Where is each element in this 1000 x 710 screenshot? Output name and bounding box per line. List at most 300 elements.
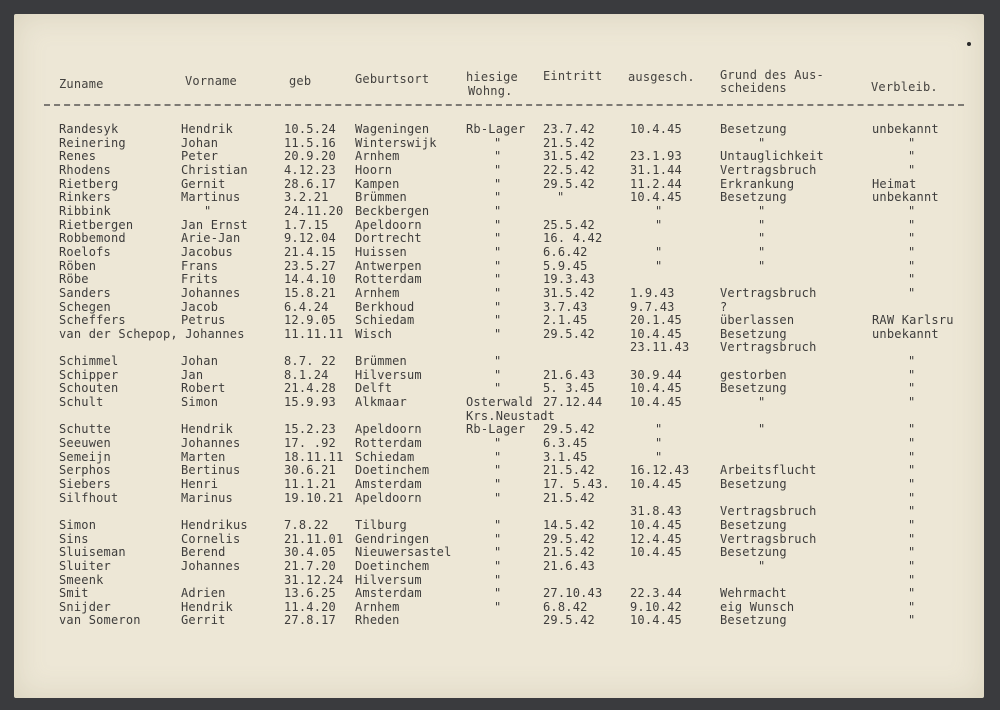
cell-ausgesch: 9.10.42: [630, 599, 682, 614]
cell-eintritt: ": [557, 190, 565, 205]
cell-vorname: Arie-Jan: [181, 231, 241, 246]
cell-geburtsort: Arnhem: [355, 149, 400, 164]
cell-grund: ": [758, 203, 766, 218]
cell-geb: 30.4.05: [284, 545, 336, 560]
cell-geb: 3.2.21: [284, 190, 329, 205]
cell-verbleib: ": [908, 504, 916, 519]
cell-verbleib: ": [908, 244, 916, 259]
cell-geburtsort: Hilversum: [355, 572, 422, 587]
cell-zuname: Schouten: [59, 381, 119, 396]
cell-verbleib: ": [908, 463, 916, 478]
cell-verbleib: ": [908, 545, 916, 560]
cell-verbleib: ": [908, 285, 916, 300]
cell-grund: Arbeitsflucht: [720, 463, 817, 478]
cell-eintritt: 14.5.42: [543, 517, 595, 532]
cell-zuname: Robbemond: [59, 231, 126, 246]
cell-geburtsort: Apeldoorn: [355, 490, 422, 505]
cell-zuname: Renes: [59, 149, 97, 164]
cell-vorname: Hendrik: [181, 599, 233, 614]
cell-wohng: Rb-Lager: [466, 422, 526, 437]
cell-zuname: Seeuwen: [59, 435, 111, 450]
cell-geb: 14.4.10: [284, 272, 336, 287]
cell-zuname: Röbe: [59, 272, 89, 287]
cell-geburtsort: Schiedam: [355, 449, 415, 464]
cell-geb: 23.5.27: [284, 258, 336, 273]
cell-zuname: Smeenk: [59, 572, 104, 587]
cell-eintritt: 6.3.45: [543, 435, 588, 450]
cell-wohng: ": [494, 244, 502, 259]
cell-geb: 21.11.01: [284, 531, 344, 546]
cell-geb: 12.9.05: [284, 313, 336, 328]
cell-vorname: Marinus: [181, 490, 233, 505]
cell-verbleib: ": [908, 162, 916, 177]
cell-geburtsort: Hoorn: [355, 162, 393, 177]
header-hiesige: hiesige: [466, 70, 518, 84]
cell-grund: ": [758, 217, 766, 232]
cell-ausgesch: 23.11.43: [630, 340, 690, 355]
cell-vorname: Henri: [181, 476, 219, 491]
cell-wohng: ": [494, 299, 502, 314]
cell-zuname: Schimmel: [59, 354, 119, 369]
cell-eintritt: 27.12.44: [543, 395, 603, 409]
cell-verbleib: ": [908, 231, 916, 246]
cell-vorname: Simon: [181, 395, 219, 409]
header-eintritt: Eintritt: [543, 69, 603, 83]
cell-wohng: ": [494, 162, 502, 177]
cell-ausgesch: 10.4.45: [630, 545, 682, 560]
cell-geb: 1.7.15: [284, 217, 329, 232]
cell-vorname: Christian: [181, 162, 248, 177]
header-geburtsort: Geburtsort: [355, 72, 430, 86]
cell-verbleib: ": [908, 354, 916, 369]
cell-eintritt: 21.5.42: [543, 490, 595, 505]
cell-vorname: Bertinus: [181, 463, 241, 478]
cell-wohng: ": [494, 381, 502, 396]
cell-verbleib: ": [908, 586, 916, 601]
header-geb: geb: [289, 74, 312, 88]
cell-zuname: Rietbergen: [59, 217, 134, 232]
cell-geb: 8.1.24: [284, 367, 329, 382]
cell-geb: 21.4.15: [284, 244, 336, 259]
cell-vorname: Berend: [181, 545, 226, 560]
cell-ausgesch: 16.12.43: [630, 463, 690, 478]
cell-ausgesch: ": [655, 217, 663, 232]
cell-verbleib: ": [908, 572, 916, 587]
cell-vorname: Adrien: [181, 586, 226, 601]
cell-geb: 15.9.93: [284, 395, 336, 409]
cell-grund: ": [758, 395, 766, 409]
cell-vorname: Hendrik: [181, 422, 233, 437]
cell-ausgesch: 9.7.43: [630, 299, 675, 314]
cell-vorname: Hendrikus: [181, 517, 248, 532]
cell-verbleib: Heimat: [872, 176, 917, 191]
cell-geburtsort: Berkhoud: [355, 299, 415, 314]
cell-wohng: Krs.Neustadt: [466, 408, 556, 423]
cell-eintritt: 5.9.45: [543, 258, 588, 273]
cell-geburtsort: Wageningen: [355, 122, 430, 136]
cell-geb: 20.9.20: [284, 149, 336, 164]
cell-grund: ": [758, 244, 766, 259]
cell-ausgesch: ": [655, 435, 663, 450]
cell-grund: Vertragsbruch: [720, 504, 817, 519]
cell-verbleib: ": [908, 217, 916, 232]
cell-vorname: Jan: [181, 367, 204, 382]
cell-geb: 13.6.25: [284, 586, 336, 601]
cell-geburtsort: Gendringen: [355, 531, 430, 546]
header-divider: [44, 104, 964, 106]
cell-wohng: Rb-Lager: [466, 122, 526, 136]
cell-wohng: ": [494, 231, 502, 246]
cell-geburtsort: Tilburg: [355, 517, 407, 532]
cell-ausgesch: 10.4.45: [630, 613, 682, 628]
cell-eintritt: 29.5.42: [543, 613, 595, 628]
cell-geburtsort: Doetinchem: [355, 558, 430, 573]
cell-geburtsort: Arnhem: [355, 599, 400, 614]
cell-geburtsort: Rheden: [355, 613, 400, 628]
cell-grund: ": [758, 258, 766, 273]
cell-wohng: ": [494, 476, 502, 491]
cell-ausgesch: ": [655, 244, 663, 259]
cell-geburtsort: Nieuwersastel: [355, 545, 452, 560]
cell-wohng: Osterwald: [466, 395, 533, 409]
cell-eintritt: 21.5.42: [543, 463, 595, 478]
cell-eintritt: 21.6.43: [543, 558, 595, 573]
cell-grund: ": [758, 558, 766, 573]
cell-ausgesch: ": [655, 203, 663, 218]
cell-geb: 6.4.24: [284, 299, 329, 314]
cell-wohng: ": [494, 354, 502, 369]
cell-vorname: Gerrit: [181, 613, 226, 628]
cell-grund: ": [758, 135, 766, 150]
header-ausgesch: ausgesch.: [628, 70, 695, 84]
cell-wohng: ": [494, 217, 502, 232]
cell-verbleib: ": [908, 381, 916, 396]
cell-grund: Besetzung: [720, 326, 787, 341]
cell-geb: 15.8.21: [284, 285, 336, 300]
cell-grund: Vertragsbruch: [720, 162, 817, 177]
cell-geb: 18.11.11: [284, 449, 344, 464]
cell-ausgesch: ": [655, 422, 663, 437]
cell-ausgesch: ": [655, 449, 663, 464]
header-scheidens: scheidens: [720, 81, 787, 95]
cell-verbleib: RAW Karlsru: [872, 313, 954, 328]
cell-vorname: Johannes: [181, 285, 241, 300]
cell-geburtsort: Schiedam: [355, 313, 415, 328]
cell-vorname: Gernit: [181, 176, 226, 191]
cell-eintritt: 31.5.42: [543, 285, 595, 300]
cell-geburtsort: Kampen: [355, 176, 400, 191]
cell-verbleib: unbekannt: [872, 190, 939, 205]
cell-eintritt: 29.5.42: [543, 176, 595, 191]
cell-geburtsort: Brümmen: [355, 190, 407, 205]
cell-eintritt: 21.5.42: [543, 135, 595, 150]
cell-vorname: Johan: [181, 354, 219, 369]
cell-ausgesch: 31.1.44: [630, 162, 682, 177]
cell-wohng: ": [494, 203, 502, 218]
cell-grund: Besetzung: [720, 545, 787, 560]
cell-verbleib: ": [908, 395, 916, 409]
cell-geb: 11.1.21: [284, 476, 336, 491]
cell-grund: Erkrankung: [720, 176, 795, 191]
cell-wohng: ": [494, 190, 502, 205]
cell-wohng: ": [494, 558, 502, 573]
cell-verbleib: ": [908, 490, 916, 505]
cell-ausgesch: ": [655, 258, 663, 273]
cell-zuname: Röben: [59, 258, 97, 273]
cell-geb: 19.10.21: [284, 490, 344, 505]
cell-geburtsort: Amsterdam: [355, 476, 422, 491]
header-vorname: Vorname: [185, 74, 237, 88]
cell-zuname: Silfhout: [59, 490, 119, 505]
cell-grund: Besetzung: [720, 381, 787, 396]
cell-zuname: Schutte: [59, 422, 111, 437]
cell-ausgesch: 31.8.43: [630, 504, 682, 519]
cell-eintritt: 25.5.42: [543, 217, 595, 232]
cell-wohng: ": [494, 435, 502, 450]
cell-ausgesch: 10.4.45: [630, 326, 682, 341]
cell-geburtsort: Dortrecht: [355, 231, 422, 246]
header-zuname: Zuname: [59, 77, 104, 91]
cell-geb: 15.2.23: [284, 422, 336, 437]
cell-zuname: van der Schepop, Johannes: [59, 326, 245, 341]
cell-ausgesch: 10.4.45: [630, 395, 682, 409]
cell-geb: 27.8.17: [284, 613, 336, 628]
cell-ausgesch: 11.2.44: [630, 176, 682, 191]
cell-geb: 31.12.24: [284, 572, 344, 587]
cell-geb: 28.6.17: [284, 176, 336, 191]
header-wohng: Wohng.: [468, 84, 513, 98]
cell-zuname: Semeijn: [59, 449, 111, 464]
cell-verbleib: ": [908, 558, 916, 573]
cell-vorname: Frans: [181, 258, 219, 273]
cell-zuname: Rietberg: [59, 176, 119, 191]
cell-vorname: Jan Ernst: [181, 217, 248, 232]
cell-wohng: ": [494, 545, 502, 560]
cell-verbleib: ": [908, 449, 916, 464]
cell-ausgesch: 22.3.44: [630, 586, 682, 601]
cell-eintritt: 23.7.42: [543, 122, 595, 136]
cell-geburtsort: Doetinchem: [355, 463, 430, 478]
cell-wohng: ": [494, 367, 502, 382]
cell-verbleib: ": [908, 476, 916, 491]
cell-grund: Vertragsbruch: [720, 531, 817, 546]
cell-zuname: Roelofs: [59, 244, 111, 259]
cell-vorname: Johannes: [181, 435, 241, 450]
cell-geburtsort: Winterswijk: [355, 135, 437, 150]
cell-vorname: Frits: [181, 272, 219, 287]
cell-vorname: Peter: [181, 149, 219, 164]
cell-geburtsort: Alkmaar: [355, 395, 407, 409]
cell-verbleib: ": [908, 149, 916, 164]
cell-wohng: ": [494, 135, 502, 150]
cell-verbleib: ": [908, 367, 916, 382]
cell-geburtsort: Apeldoorn: [355, 217, 422, 232]
cell-geburtsort: Apeldoorn: [355, 422, 422, 437]
cell-wohng: ": [494, 463, 502, 478]
cell-geb: 9.12.04: [284, 231, 336, 246]
cell-grund: überlassen: [720, 313, 795, 328]
cell-wohng: ": [494, 149, 502, 164]
cell-geburtsort: Rotterdam: [355, 435, 422, 450]
cell-geb: 11.4.20: [284, 599, 336, 614]
cell-ausgesch: 1.9.43: [630, 285, 675, 300]
cell-verbleib: ": [908, 203, 916, 218]
cell-grund: Besetzung: [720, 190, 787, 205]
cell-verbleib: unbekannt: [872, 326, 939, 341]
cell-eintritt: 19.3.43: [543, 272, 595, 287]
cell-geburtsort: Amsterdam: [355, 586, 422, 601]
cell-wohng: ": [494, 313, 502, 328]
cell-zuname: Sluiter: [59, 558, 111, 573]
cell-zuname: van Someron: [59, 613, 141, 628]
cell-geb: 21.4.28: [284, 381, 336, 396]
cell-geb: 7.8.22: [284, 517, 329, 532]
cell-zuname: Schult: [59, 395, 104, 409]
cell-eintritt: 21.6.43: [543, 367, 595, 382]
cell-zuname: Smit: [59, 586, 89, 601]
cell-geburtsort: Wisch: [355, 326, 393, 341]
cell-wohng: ": [494, 517, 502, 532]
cell-zuname: Simon: [59, 517, 97, 532]
cell-eintritt: 17. 5.43.: [543, 476, 610, 491]
cell-wohng: ": [494, 258, 502, 273]
cell-vorname: Jacobus: [181, 244, 233, 259]
cell-wohng: ": [494, 599, 502, 614]
cell-grund: Vertragsbruch: [720, 285, 817, 300]
cell-eintritt: 16. 4.42: [543, 231, 603, 246]
cell-eintritt: 5. 3.45: [543, 381, 595, 396]
header-verbleib: Verbleib.: [871, 80, 938, 94]
cell-zuname: Schipper: [59, 367, 119, 382]
cell-verbleib: ": [908, 135, 916, 150]
cell-zuname: Ribbink: [59, 203, 111, 218]
cell-geburtsort: Delft: [355, 381, 393, 396]
cell-grund: Besetzung: [720, 476, 787, 491]
cell-wohng: ": [494, 572, 502, 587]
cell-eintritt: 29.5.42: [543, 326, 595, 341]
cell-ausgesch: 10.4.45: [630, 381, 682, 396]
cell-vorname: Cornelis: [181, 531, 241, 546]
cell-ausgesch: 30.9.44: [630, 367, 682, 382]
cell-eintritt: 6.6.42: [543, 244, 588, 259]
cell-grund: ?: [720, 299, 728, 314]
cell-eintritt: 22.5.42: [543, 162, 595, 177]
cell-vorname: Robert: [181, 381, 226, 396]
cell-ausgesch: 10.4.45: [630, 517, 682, 532]
cell-vorname: Jacob: [181, 299, 219, 314]
cell-zuname: Rinkers: [59, 190, 111, 205]
cell-zuname: Rhodens: [59, 162, 111, 177]
cell-vorname: ": [204, 203, 212, 218]
cell-verbleib: ": [908, 531, 916, 546]
cell-geburtsort: Brümmen: [355, 354, 407, 369]
cell-geb: 17. .92: [284, 435, 336, 450]
cell-geburtsort: Beckbergen: [355, 203, 430, 218]
cell-grund: Wehrmacht: [720, 586, 787, 601]
cell-vorname: Marten: [181, 449, 226, 464]
cell-vorname: Hendrik: [181, 122, 233, 136]
cell-zuname: Sins: [59, 531, 89, 546]
cell-ausgesch: 23.1.93: [630, 149, 682, 164]
cell-wohng: ": [494, 326, 502, 341]
cell-zuname: Schegen: [59, 299, 111, 314]
cell-geburtsort: Hilversum: [355, 367, 422, 382]
cell-grund: eig Wunsch: [720, 599, 795, 614]
cell-vorname: Johan: [181, 135, 219, 150]
cell-zuname: Reinering: [59, 135, 126, 150]
cell-zuname: Serphos: [59, 463, 111, 478]
cell-zuname: Snijder: [59, 599, 111, 614]
cell-wohng: ": [494, 176, 502, 191]
cell-grund: Untauglichkeit: [720, 149, 824, 164]
cell-eintritt: 3.1.45: [543, 449, 588, 464]
cell-verbleib: ": [908, 435, 916, 450]
cell-verbleib: ": [908, 517, 916, 532]
cell-grund: Besetzung: [720, 517, 787, 532]
cell-eintritt: 6.8.42: [543, 599, 588, 614]
cell-verbleib: ": [908, 613, 916, 628]
cell-verbleib: ": [908, 258, 916, 273]
punch-mark: [967, 42, 971, 46]
cell-geb: 24.11.20: [284, 203, 344, 218]
cell-geb: 10.5.24: [284, 122, 336, 136]
cell-eintritt: 21.5.42: [543, 545, 595, 560]
cell-geburtsort: Huissen: [355, 244, 407, 259]
cell-zuname: Scheffers: [59, 313, 126, 328]
cell-verbleib: ": [908, 422, 916, 437]
cell-ausgesch: 10.4.45: [630, 122, 682, 136]
cell-zuname: Randesyk: [59, 122, 119, 136]
cell-wohng: ": [494, 586, 502, 601]
cell-geb: 21.7.20: [284, 558, 336, 573]
cell-geburtsort: Arnhem: [355, 285, 400, 300]
cell-geb: 8.7. 22: [284, 354, 336, 369]
cell-ausgesch: 20.1.45: [630, 313, 682, 328]
cell-zuname: Sanders: [59, 285, 111, 300]
cell-geb: 30.6.21: [284, 463, 336, 478]
cell-wohng: ": [494, 285, 502, 300]
cell-grund: ": [758, 422, 766, 437]
cell-grund: Besetzung: [720, 613, 787, 628]
cell-wohng: ": [494, 490, 502, 505]
cell-grund: gestorben: [720, 367, 787, 382]
cell-eintritt: 2.1.45: [543, 313, 588, 328]
cell-zuname: Sluiseman: [59, 545, 126, 560]
cell-ausgesch: 10.4.45: [630, 476, 682, 491]
cell-geburtsort: Antwerpen: [355, 258, 422, 273]
cell-vorname: Johannes: [181, 558, 241, 573]
cell-vorname: Petrus: [181, 313, 226, 328]
cell-geb: 11.11.11: [284, 326, 344, 341]
cell-eintritt: 31.5.42: [543, 149, 595, 164]
cell-ausgesch: 12.4.45: [630, 531, 682, 546]
cell-geb: 4.12.23: [284, 162, 336, 177]
cell-wohng: ": [494, 449, 502, 464]
cell-verbleib: ": [908, 272, 916, 287]
cell-grund: Besetzung: [720, 122, 787, 136]
cell-grund: ": [758, 231, 766, 246]
cell-geb: 11.5.16: [284, 135, 336, 150]
cell-verbleib: ": [908, 599, 916, 614]
header-grund: Grund des Aus-: [720, 68, 824, 82]
cell-eintritt: 27.10.43: [543, 586, 603, 601]
cell-ausgesch: 10.4.45: [630, 190, 682, 205]
cell-wohng: ": [494, 531, 502, 546]
cell-verbleib: unbekannt: [872, 122, 939, 136]
cell-eintritt: 29.5.42: [543, 531, 595, 546]
cell-eintritt: 29.5.42: [543, 422, 595, 437]
cell-zuname: Siebers: [59, 476, 111, 491]
